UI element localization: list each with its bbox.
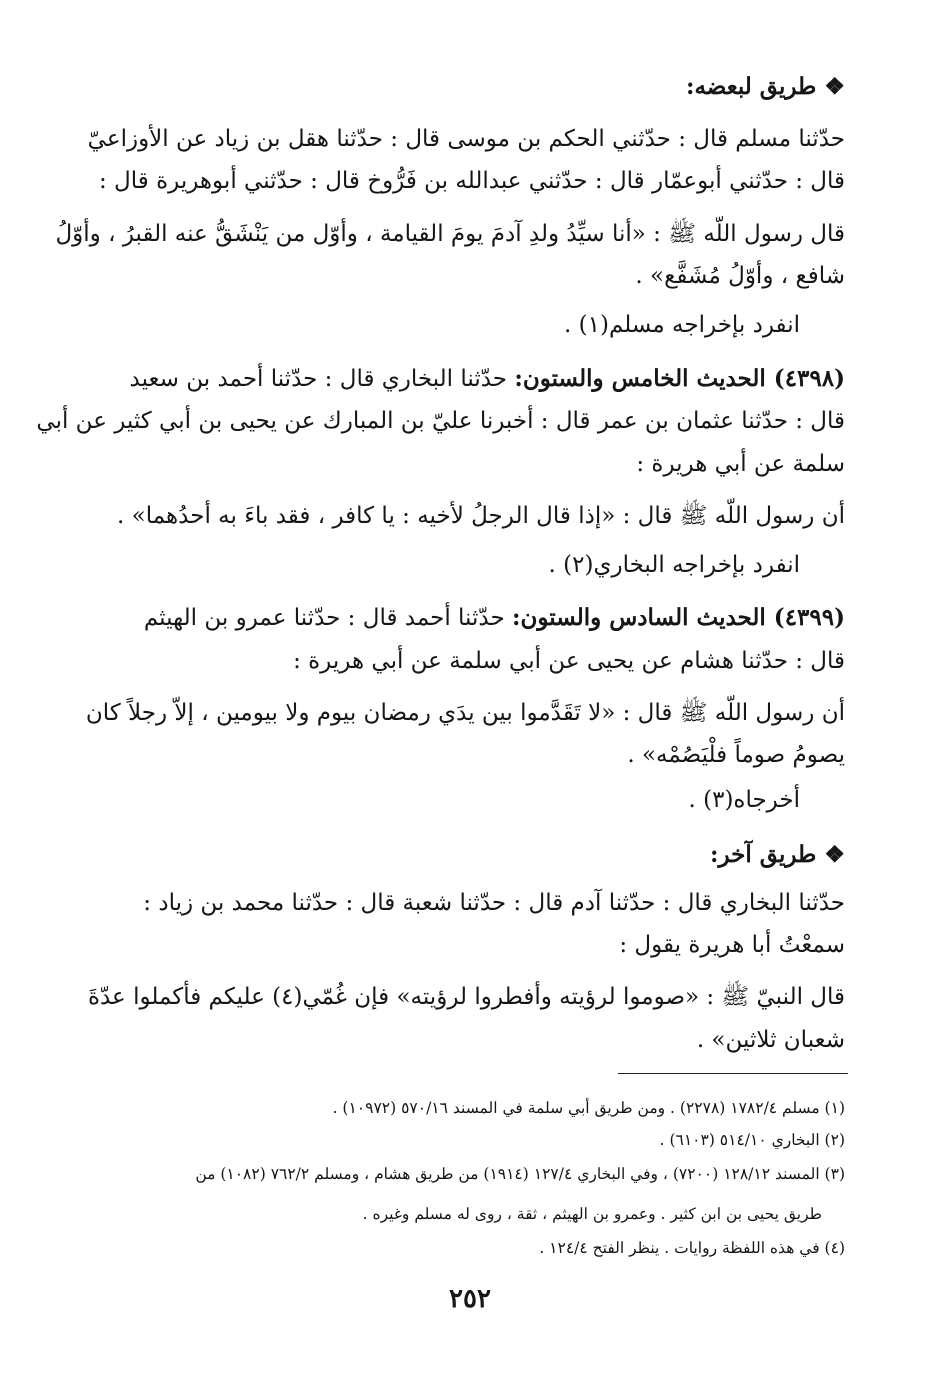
footnote: (٤) في هذه اللفظة روايات . ينظر الفتح ١٢٤/٤ . — [539, 1239, 845, 1257]
text-line: أن رسول اللّه ﷺ قال : «إذا قال الرجلُ لأخيه : يا كافر ، فقد باءَ به أحدُهما» . — [117, 503, 845, 529]
text-line: يصومُ صوماً فلْيَصُمْه» . — [627, 742, 845, 768]
text-line: حدّثنا مسلم قال : حدّثني الحكم بن موسى قال : حدّثنا هقل بن زياد عن الأوزاعيّ — [87, 126, 845, 152]
section-heading: ❖ طريق لبعضه: — [685, 73, 845, 100]
text-line: شعبان ثلاثين» . — [696, 1027, 845, 1053]
text-line: انفرد بإخراجه مسلم(١) . — [564, 312, 800, 338]
footnote: (٢) البخاري ٥١٤/١٠ (٦١٠٣) . — [659, 1131, 845, 1149]
text-line: سمعْتُ أبا هريرة يقول : — [619, 932, 845, 958]
text-line: شافع ، وأوّلُ مُشَفَّع» . — [635, 263, 845, 289]
text-line: أن رسول اللّه ﷺ قال : «لا تَقَدَّموا بين يدَي رمضان بيوم ولا بيومين ، إلاّ رجلاً كان — [85, 700, 845, 726]
text-line: سلمة عن أبي هريرة : — [636, 451, 845, 477]
hadith-heading-line: (٤٣٩٩) الحديث السادس والستون: حدّثنا أحمد قال : حدّثنا عمرو بن الهيثم — [143, 604, 845, 631]
page-number: ٢٥٢ — [449, 1284, 491, 1314]
text-line: حدّثنا البخاري قال : حدّثنا آدم قال : حدّثنا شعبة قال : حدّثنا محمد بن زياد : — [143, 890, 845, 916]
section-heading: ❖ طريق آخر: — [709, 841, 845, 868]
footnote-separator — [618, 1073, 848, 1074]
text-line: قال : حدّثني أبوعمّار قال : حدّثني عبدالله بن فَرُّوخ قال : حدّثني أبوهريرة قال : — [99, 168, 845, 194]
hadith-heading-line: (٤٣٩٨) الحديث الخامس والستون: حدّثنا البخاري قال : حدّثنا أحمد بن سعيد — [129, 365, 845, 392]
hadith-number-title: (٤٣٩٨) الحديث الخامس والستون: — [514, 365, 845, 392]
text-line: أخرجاه(٣) . — [688, 787, 800, 813]
footnote: (٣) المسند ١٢٨/١٢ (٧٢٠٠) ، وفي البخاري ١٢٧/٤ (١٩١٤) من طريق هشام ، ومسلم ٧٦٢/٢ (١٠٨٢) من — [195, 1165, 845, 1183]
text-line: قال رسول اللّه ﷺ : «أنا سيِّدُ ولدِ آدمَ يومَ القيامة ، وأوّل من يَنْشَقُّ عنه القبرُ ، وأوّلُ — [55, 221, 845, 247]
footnote: (١) مسلم ١٧٨٢/٤ (٢٢٧٨) . ومن طريق أبي سلمة في المسند ٥٧٠/١٦ (١٠٩٧٢) . — [332, 1099, 845, 1117]
hadith-number-title: (٤٣٩٩) الحديث السادس والستون: — [512, 604, 845, 631]
text-line: انفرد بإخراجه البخاري(٢) . — [548, 552, 800, 578]
text-line: قال : حدّثنا عثمان بن عمر قال : أخبرنا عليّ بن المبارك عن يحيى بن أبي كثير عن أبي — [36, 408, 845, 434]
text-line: قال : حدّثنا هشام عن يحيى عن أبي سلمة عن أبي هريرة : — [293, 648, 845, 674]
footnote-continuation: طريق يحيى بن ابن كثير . وعمرو بن الهيثم ، ثقة ، روى له مسلم وغيره . — [362, 1205, 822, 1223]
text-line: قال النبيّ ﷺ : «صوموا لرؤيته وأفطروا لرؤيته» فإن غُمّي(٤) عليكم فأكملوا عدّةَ — [87, 984, 845, 1010]
